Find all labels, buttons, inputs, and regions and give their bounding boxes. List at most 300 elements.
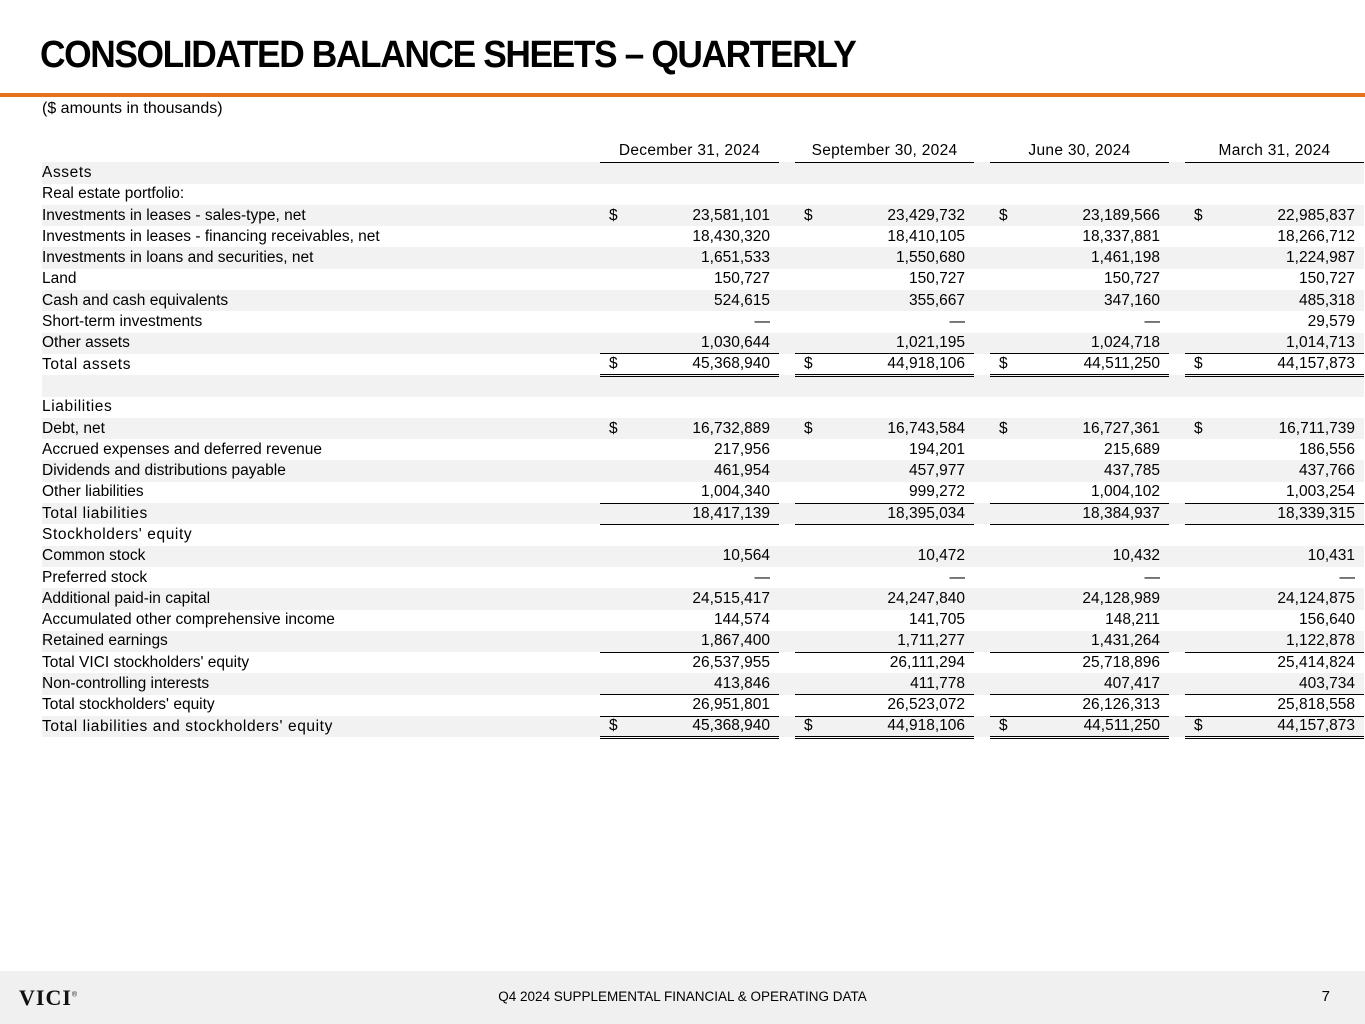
value-cell [1185,269,1364,290]
currency-symbol [1194,611,1202,629]
currency-symbol [999,228,1007,246]
cell-value: 411,778 [910,674,965,692]
row-label: Additional paid-in capital [42,588,600,609]
cell-value: 217,956 [713,440,770,458]
cell-value: 1,431,264 [1091,632,1160,650]
cell-value: 999,272 [908,483,965,501]
currency-symbol: $ [999,355,1008,373]
currency-symbol [609,462,617,480]
value-cell [600,460,779,481]
currency-symbol: $ [609,717,618,735]
cell-value: 44,918,106 [887,355,965,373]
value-cell [600,375,779,396]
cell-value: 407,417 [1103,674,1160,692]
table-row [42,269,1364,290]
row-label: Total stockholders' equity [42,696,215,714]
value-cell [600,439,779,460]
cell-value: 1,711,277 [897,632,965,650]
cell-value: 461,954 [713,462,770,480]
currency-symbol [1194,483,1202,501]
column-header: June 30, 2024 [990,141,1169,162]
value-cell [795,460,974,481]
value-cell [795,311,974,332]
value-cell [795,184,974,205]
cell-value: — [1144,313,1160,331]
value-cell [990,503,1169,524]
value-cell [1185,439,1364,460]
cell-value: 26,111,294 [889,654,965,672]
value-cell [795,524,974,545]
currency-symbol [804,590,812,608]
currency-symbol [609,569,617,587]
cell-value: 16,732,889 [692,419,770,437]
value-cell [1185,397,1364,418]
currency-symbol [609,696,617,714]
value-cell [795,673,974,694]
currency-symbol: $ [609,355,618,373]
cell-value: 1,024,718 [1091,334,1160,352]
cell-value: 18,384,937 [1082,504,1160,522]
currency-symbol [804,441,812,459]
value-cell [990,439,1169,460]
cell-value: 148,211 [1105,611,1160,629]
currency-symbol [999,632,1007,650]
value-cell [1185,418,1364,439]
value-cell [1185,631,1364,652]
value-cell [795,397,974,418]
cell-value: 437,785 [1103,462,1160,480]
currency-symbol [804,270,812,288]
row-label: Total VICI stockholders' equity [42,653,250,671]
value-cell [990,311,1169,332]
value-cell [795,716,974,737]
page-title: CONSOLIDATED BALANCE SHEETS – QUARTERLY [40,34,856,76]
column-header: March 31, 2024 [1185,141,1364,162]
currency-symbol [609,270,617,288]
value-cell [600,290,779,311]
table-row [42,567,1364,588]
currency-symbol [804,334,812,352]
currency-symbol [609,547,617,565]
cell-value: 1,003,254 [1286,483,1355,501]
currency-symbol [999,483,1007,501]
row-label: Other assets [42,333,600,354]
cell-value: 45,368,940 [692,355,770,373]
units-note: ($ amounts in thousands) [42,100,223,117]
row-label: Investments in loans and securities, net [42,247,600,268]
currency-symbol: $ [1194,355,1203,373]
value-cell [795,205,974,226]
table-row [42,524,1364,545]
table-row [42,226,1364,247]
currency-symbol [1194,292,1202,310]
currency-symbol [804,696,812,714]
row-label: Preferred stock [42,568,148,586]
table-row [42,333,1364,354]
row-label: Investments in leases - sales-type, net [42,205,600,226]
cell-value: 26,523,072 [887,696,965,714]
table-row [42,290,1364,311]
currency-symbol: $ [804,717,813,735]
value-cell [990,482,1169,503]
value-cell [795,333,974,354]
cell-value: 23,581,101 [692,206,770,224]
value-cell [1185,482,1364,503]
currency-symbol [1194,334,1202,352]
cell-value: 1,550,680 [896,249,965,267]
cell-value: 156,640 [1298,611,1355,629]
value-cell [1185,567,1364,588]
column-header: September 30, 2024 [795,141,974,162]
value-cell [600,269,779,290]
currency-symbol [999,505,1007,523]
row-label: Debt, net [42,418,600,439]
value-cell [1185,546,1364,567]
vici-logo: VICI® [19,985,79,1010]
column-header: December 31, 2024 [600,141,779,162]
value-cell [1185,290,1364,311]
cell-value: 44,157,873 [1277,717,1355,735]
currency-symbol [804,292,812,310]
cell-value: — [949,313,965,331]
footer-bar [0,971,1365,1024]
cell-value: 25,414,824 [1277,654,1355,672]
value-cell [1185,695,1364,716]
table-row [42,397,1364,418]
value-cell [795,354,974,375]
currency-symbol [999,696,1007,714]
value-cell [990,716,1169,737]
currency-symbol [1194,462,1202,480]
table-row [42,610,1364,631]
cell-value: 1,030,644 [701,334,770,352]
value-cell [600,311,779,332]
row-label: Cash and cash equivalents [42,290,600,311]
value-cell [600,247,779,268]
currency-symbol [999,441,1007,459]
value-cell [1185,226,1364,247]
table-row [42,184,1364,205]
currency-symbol [804,632,812,650]
value-cell [990,397,1169,418]
row-label: Land [42,270,77,288]
table-row [42,631,1364,652]
value-cell [990,247,1169,268]
value-cell [990,162,1169,183]
currency-symbol [999,292,1007,310]
currency-symbol: $ [1194,717,1203,735]
cell-value: 437,766 [1298,462,1355,480]
cell-value: 10,432 [1112,547,1160,565]
value-cell [990,546,1169,567]
header-spacer [42,141,600,162]
currency-symbol [609,632,617,650]
cell-value: 413,846 [713,674,770,692]
value-cell [990,226,1169,247]
value-cell [1185,610,1364,631]
currency-symbol [999,249,1007,267]
cell-value: 215,689 [1103,440,1160,458]
cell-value: 25,818,558 [1277,696,1355,714]
currency-symbol [609,334,617,352]
section-heading: Assets [42,162,600,183]
table-row [42,247,1364,268]
currency-symbol: $ [609,206,618,224]
value-cell [1185,184,1364,205]
cell-value: 44,157,873 [1277,355,1355,373]
cell-value: 26,537,955 [692,654,770,672]
currency-symbol [1194,675,1202,693]
value-cell [795,695,974,716]
currency-symbol [999,313,1007,331]
value-cell [1185,652,1364,673]
value-cell [795,290,974,311]
currency-symbol [804,249,812,267]
currency-symbol [999,270,1007,288]
row-label: Common stock [42,546,600,567]
table-row [42,482,1364,503]
currency-symbol: $ [804,419,813,437]
table-row [42,546,1364,567]
value-cell [1185,162,1364,183]
currency-symbol [609,292,617,310]
value-cell [600,482,779,503]
value-cell [600,631,779,652]
currency-symbol [1194,590,1202,608]
currency-symbol [804,675,812,693]
value-cell [1185,333,1364,354]
value-cell [600,162,779,183]
currency-symbol [1194,228,1202,246]
table-row [42,354,1364,375]
value-cell [795,503,974,524]
cell-value: — [754,568,770,586]
value-cell [1185,673,1364,694]
row-label: Real estate portfolio: [42,185,185,203]
value-cell [1185,354,1364,375]
value-cell [600,418,779,439]
value-cell [990,375,1169,396]
footer-text: Q4 2024 SUPPLEMENTAL FINANCIAL & OPERATING DATA [498,989,867,1004]
currency-symbol [609,675,617,693]
currency-symbol [999,334,1007,352]
table-row [42,716,1364,737]
cell-value: 347,160 [1103,291,1160,309]
currency-symbol [609,249,617,267]
cell-value: 150,727 [1103,270,1160,288]
cell-value: 1,651,533 [701,249,770,267]
currency-symbol [609,228,617,246]
currency-symbol [609,654,617,672]
table-row [42,695,1364,716]
currency-symbol [1194,270,1202,288]
value-cell [600,503,779,524]
cell-value: 25,718,896 [1082,654,1160,672]
currency-symbol [999,590,1007,608]
cell-value: 1,021,195 [896,334,965,352]
value-cell [1185,311,1364,332]
cell-value: 18,337,881 [1082,227,1160,245]
cell-value: — [949,568,965,586]
value-cell [795,247,974,268]
currency-symbol [999,654,1007,672]
cell-value: — [1144,568,1160,586]
value-cell [990,269,1169,290]
value-cell [600,226,779,247]
cell-value: 16,711,739 [1278,419,1355,437]
value-cell [990,695,1169,716]
cell-value: 26,951,801 [692,696,770,714]
value-cell [1185,503,1364,524]
currency-symbol [999,462,1007,480]
table-row [42,375,1364,396]
value-cell [600,652,779,673]
cell-value: 44,918,106 [887,717,965,735]
cell-value: 18,339,315 [1277,504,1355,522]
value-cell [600,695,779,716]
value-cell [990,588,1169,609]
cell-value: 1,014,713 [1286,334,1355,352]
currency-symbol [1194,313,1202,331]
value-cell [600,673,779,694]
value-cell [990,205,1169,226]
cell-value: 10,472 [917,547,965,565]
currency-symbol [804,483,812,501]
value-cell [990,418,1169,439]
currency-symbol: $ [804,206,813,224]
currency-symbol [1194,696,1202,714]
value-cell [990,610,1169,631]
row-label: Retained earnings [42,631,600,652]
row-label: Non-controlling interests [42,673,600,694]
cell-value: 22,985,837 [1277,206,1355,224]
currency-symbol [1194,249,1202,267]
currency-symbol: $ [804,355,813,373]
currency-symbol [999,547,1007,565]
cell-value: 24,515,417 [692,589,770,607]
table-row [42,503,1364,524]
cell-value: 45,368,940 [692,717,770,735]
value-cell [795,375,974,396]
row-label: Dividends and distributions payable [42,460,600,481]
value-cell [1185,205,1364,226]
cell-value: 1,867,400 [701,632,770,650]
value-cell [990,333,1169,354]
value-cell [600,546,779,567]
cell-value: 403,734 [1298,674,1355,692]
currency-symbol [609,483,617,501]
value-cell [990,652,1169,673]
value-cell [600,588,779,609]
cell-value: 1,224,987 [1286,249,1355,267]
value-cell [600,333,779,354]
value-cell [990,673,1169,694]
table-row [42,460,1364,481]
currency-symbol [804,313,812,331]
table-row [42,652,1364,673]
section-heading: Liabilities [42,398,113,416]
value-cell [1185,524,1364,545]
cell-value: 24,247,840 [887,589,965,607]
currency-symbol [999,569,1007,587]
cell-value: — [754,313,770,331]
table-row [42,162,1364,183]
cell-value: 18,430,320 [692,227,770,245]
cell-value: 141,705 [908,611,965,629]
currency-symbol: $ [1194,206,1203,224]
value-cell [795,482,974,503]
cell-value: 18,417,139 [692,504,770,522]
cell-value: 10,431 [1307,547,1355,565]
value-cell [795,610,974,631]
cell-value: 150,727 [713,270,770,288]
currency-symbol [609,505,617,523]
value-cell [1185,247,1364,268]
currency-symbol [804,547,812,565]
currency-symbol: $ [1194,419,1203,437]
value-cell [795,546,974,567]
cell-value: 16,743,584 [887,419,965,437]
cell-value: 186,556 [1298,440,1355,458]
row-label: Total assets [42,355,132,373]
cell-value: 355,667 [908,291,965,309]
value-cell [795,269,974,290]
row-label: Other liabilities [42,483,144,501]
cell-value: 18,395,034 [887,504,965,522]
value-cell [1185,716,1364,737]
cell-value: 1,004,102 [1091,483,1160,501]
cell-value: 485,318 [1298,291,1355,309]
value-cell [600,397,779,418]
value-cell [1185,460,1364,481]
cell-value: 24,124,875 [1277,589,1355,607]
cell-value: 24,128,989 [1082,589,1160,607]
currency-symbol [804,569,812,587]
value-cell [600,567,779,588]
value-cell [600,716,779,737]
value-cell [795,418,974,439]
currency-symbol [804,505,812,523]
cell-value: — [1339,568,1355,586]
row-label: Accumulated other comprehensive income [42,611,335,629]
currency-symbol: $ [999,206,1008,224]
value-cell [600,354,779,375]
cell-value: 18,410,105 [887,227,965,245]
page-number: 7 [1321,988,1330,1005]
value-cell [990,631,1169,652]
section-heading: Stockholders' equity [42,525,193,543]
currency-symbol: $ [609,419,618,437]
row-label [42,375,600,396]
value-cell [990,524,1169,545]
table-row [42,311,1364,332]
cell-value: 44,511,250 [1083,355,1160,373]
row-label: Accrued expenses and deferred revenue [42,440,323,458]
value-cell [1185,375,1364,396]
cell-value: 1,004,340 [701,483,770,501]
value-cell [990,567,1169,588]
title-divider [0,93,1365,97]
currency-symbol [1194,441,1202,459]
currency-symbol: $ [999,717,1008,735]
value-cell [990,354,1169,375]
cell-value: 1,461,198 [1091,249,1160,267]
column-header-row [42,141,1364,162]
cell-value: 44,511,250 [1083,717,1160,735]
value-cell [600,205,779,226]
value-cell [990,184,1169,205]
currency-symbol [804,228,812,246]
